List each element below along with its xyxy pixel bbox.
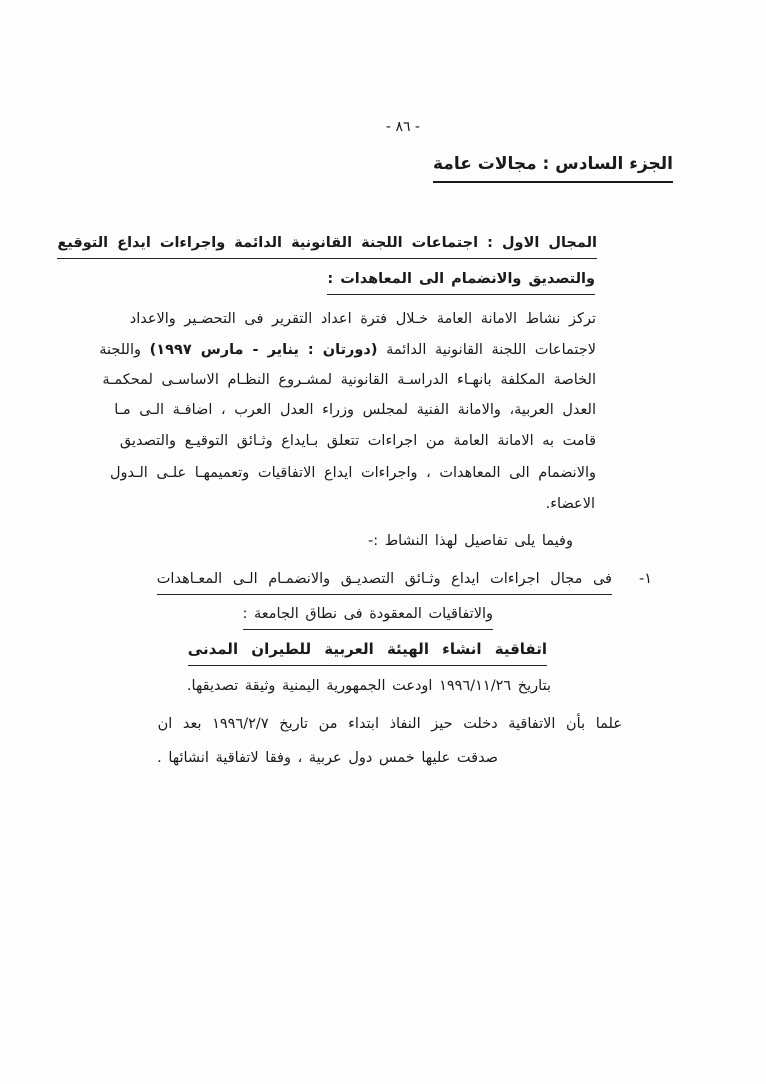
paragraph-line-6: والانضمام الى المعاهدات ، واجراءات ايداع الاتفاقيات وتعميمهـا علـى الـدول [109,465,596,481]
paragraph-line-2-post: واللجنة [99,342,150,358]
paragraph-line-5: قامت به الامانة العامة من اجراءات تتعلق بـايداع وثـائق التوقيـع والتصديق [119,433,596,449]
item1-number: ١- [638,571,652,587]
item1-title-line1: فى مجال اجراءات ايداع وثـائق التصديـق والانضمـام الـى المعـاهدات [157,569,612,595]
paragraph-line-3: الخاصة المكلفة بانهـاء الدراسـة القانونية لمشـروع النظـام الاساسـى لمحكمـة [102,372,596,388]
paragraph-line-2 [99,340,596,361]
section-title-line2: والتصديق والانضمام الى المعاهدات : [327,269,595,295]
details-intro-line: وفيما يلى تفاصيل لهذا النشاط :- [368,533,573,549]
section-title-line1: المجال الاول : اجتماعات اللجنة القانونية الدائمة واجراءات ايداع التوقيع [57,233,597,259]
part-header: الجزء السادس : مجالات عامة [433,152,673,183]
agreement-deposit-line: بتاريخ ١٩٩٦/١١/٢٦ اودعت الجمهورية اليمنية وثيقة تصديقها. [186,678,551,694]
paragraph-line-2-pre: لاجتماعات اللجنة القانونية الدائمة [377,342,596,358]
paragraph-line-1: تركز نشاط الامانة العامة خـلال فترة اعداد التقرير فى التحضـير والاعداد [129,311,596,327]
page-number: - ٨٦ - [385,119,420,135]
paragraph-line-2-session-dates: (دورتان : يناير - مارس ١٩٩٧) [149,342,378,358]
agreement-note-line-1: علما بأن الاتفاقية دخلت حيز النفاذ ابتداء من تاريخ ١٩٩٦/٢/٧ بعد ان [157,716,622,732]
item1-title-line2: والاتفاقيات المعقودة فى نطاق الجامعة : [243,604,493,630]
agreement-note-line-2: صدقت عليها خمس دول عربية ، وفقا لاتفاقية انشائها . [157,750,498,766]
paragraph-line-4: العدل العربية، والامانة الفنية لمجلس وزراء العدل العرب ، اضافـة الـى مـا [114,402,596,418]
paragraph-line-7: الاعضاء. [545,496,595,512]
agreement-heading: اتفاقية انشاء الهيئة العربية للطيران المدنى [188,639,547,666]
